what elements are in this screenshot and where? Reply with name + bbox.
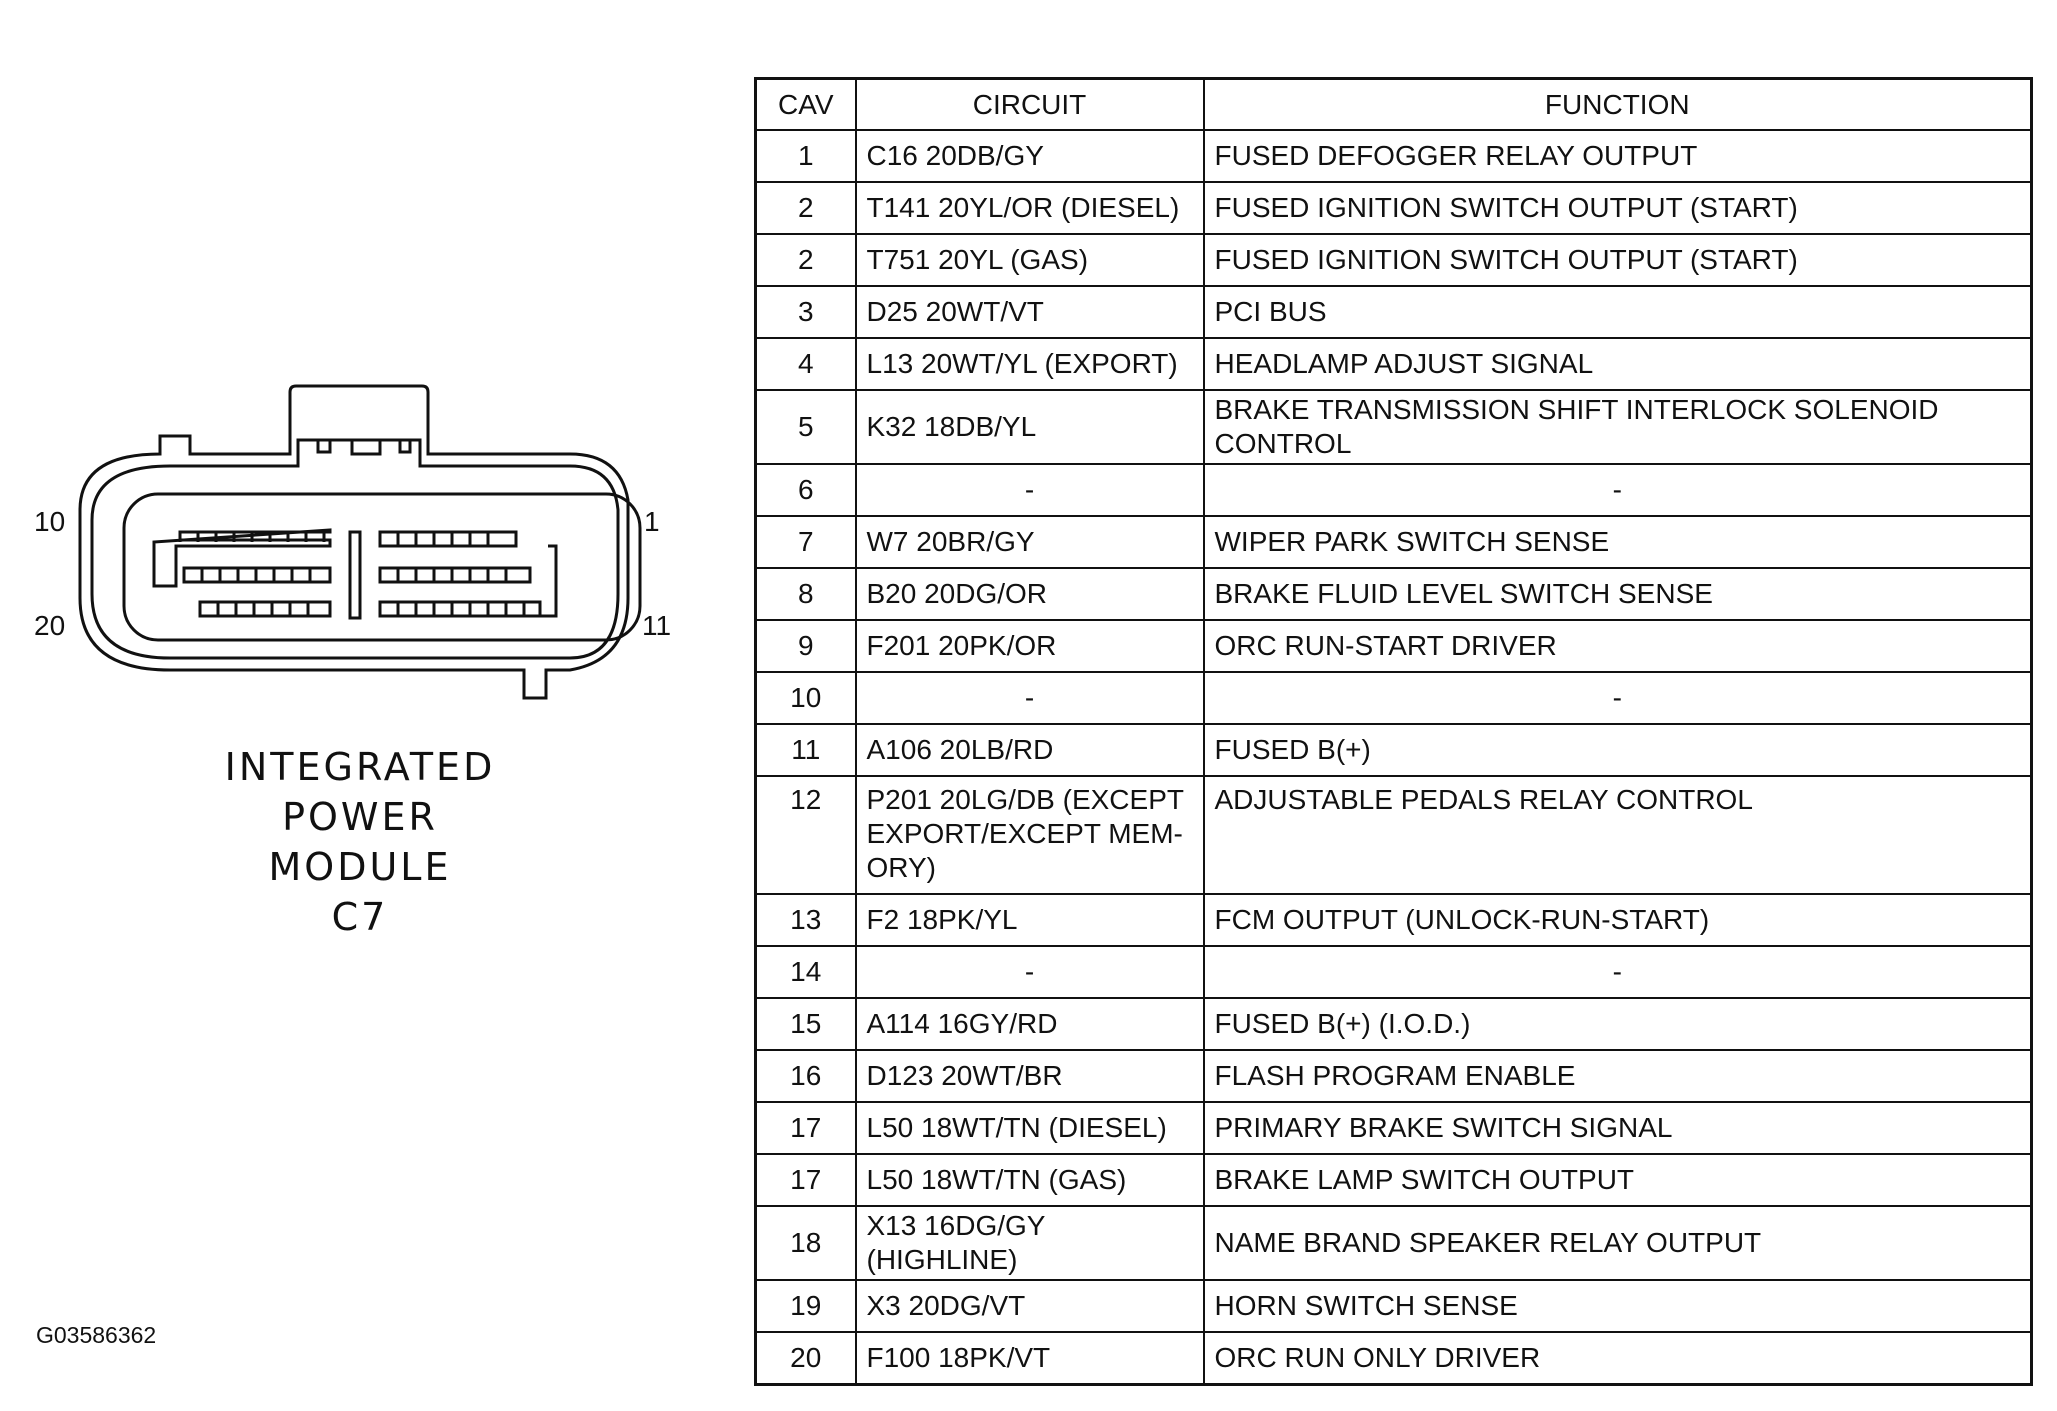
cav-cell: 9 [756, 620, 856, 672]
cav-cell: 11 [756, 724, 856, 776]
function-cell: - [1204, 464, 2032, 516]
function-cell: FUSED IGNITION SWITCH OUTPUT (START) [1204, 182, 2032, 234]
module-name-line: INTEGRATED [224, 745, 496, 789]
circuit-cell: L50 18WT/TN (DIESEL) [856, 1102, 1204, 1154]
table-row [756, 894, 2032, 946]
circuit-cell: X13 16DG/GY (HIGHLINE) [856, 1206, 1204, 1280]
cav-cell: 4 [756, 338, 856, 390]
circuit-cell: W7 20BR/GY [856, 516, 1204, 568]
table-row [756, 1050, 2032, 1102]
function-cell: FUSED B(+) [1204, 724, 2032, 776]
left-row2-teeth [202, 568, 310, 582]
function-cell: FUSED IGNITION SWITCH OUTPUT (START) [1204, 234, 2032, 286]
function-cell: HEADLAMP ADJUST SIGNAL [1204, 338, 2032, 390]
circuit-cell: L50 18WT/TN (GAS) [856, 1154, 1204, 1206]
circuit-cell: - [856, 946, 1204, 998]
figure-id: G03586362 [36, 1322, 157, 1348]
table-row [756, 1332, 2032, 1385]
circuit-cell: A114 16GY/RD [856, 998, 1204, 1050]
table-row [756, 724, 2032, 776]
cav-cell: 14 [756, 946, 856, 998]
cav-cell: 8 [756, 568, 856, 620]
table-row [756, 1154, 2032, 1206]
circuit-cell: D25 20WT/VT [856, 286, 1204, 338]
right-cavity-row3 [380, 602, 540, 616]
table-row [756, 516, 2032, 568]
pin-label-10: 10 [34, 506, 66, 537]
circuit-cell: X3 20DG/VT [856, 1280, 1204, 1332]
table-row [756, 130, 2032, 182]
pinout-table [754, 77, 2033, 1386]
function-cell: ORC RUN-START DRIVER [1204, 620, 2032, 672]
table-row [756, 1206, 2032, 1280]
cav-cell: 1 [756, 130, 856, 182]
table-row [756, 1280, 2032, 1332]
function-cell: - [1204, 672, 2032, 724]
table-row [756, 672, 2032, 724]
circuit-cell: B20 20DG/OR [856, 568, 1204, 620]
function-cell: FLASH PROGRAM ENABLE [1204, 1050, 2032, 1102]
circuit-cell: F100 18PK/VT [856, 1332, 1204, 1385]
table-row [756, 182, 2032, 234]
cav-cell: 7 [756, 516, 856, 568]
right-row1-teeth [398, 532, 488, 546]
header-cav: CAV [756, 79, 856, 131]
circuit-cell: D123 20WT/BR [856, 1050, 1204, 1102]
pin-label-1: 1 [644, 506, 660, 537]
function-cell: FUSED B(+) (I.O.D.) [1204, 998, 2032, 1050]
module-name-line: MODULE [268, 845, 452, 889]
cav-cell: 20 [756, 1332, 856, 1385]
connector-face-diagram [30, 370, 680, 730]
table-row [756, 568, 2032, 620]
right-row3-teeth [398, 602, 524, 616]
table-row [756, 464, 2032, 516]
function-cell: NAME BRAND SPEAKER RELAY OUTPUT [1204, 1206, 2032, 1280]
table-row [756, 390, 2032, 464]
function-cell: HORN SWITCH SENSE [1204, 1280, 2032, 1332]
module-name-line: C7 [331, 895, 389, 939]
circuit-cell: - [856, 672, 1204, 724]
circuit-cell: C16 20DB/GY [856, 130, 1204, 182]
function-cell: BRAKE LAMP SWITCH OUTPUT [1204, 1154, 2032, 1206]
cav-cell: 17 [756, 1102, 856, 1154]
cav-cell: 5 [756, 390, 856, 464]
right-cavity-row1 [380, 532, 516, 546]
function-cell: ADJUSTABLE PEDALS RELAY CONTROL [1204, 776, 2032, 894]
table-row [756, 286, 2032, 338]
right-row2-teeth [398, 568, 506, 582]
circuit-cell: T141 20YL/OR (DIESEL) [856, 182, 1204, 234]
function-cell: PRIMARY BRAKE SWITCH SIGNAL [1204, 1102, 2032, 1154]
table-row [756, 1102, 2032, 1154]
table-row [756, 234, 2032, 286]
circuit-cell: F2 18PK/YL [856, 894, 1204, 946]
cav-cell: 6 [756, 464, 856, 516]
left-row3-teeth [218, 602, 308, 616]
cav-cell: 15 [756, 998, 856, 1050]
module-name-line: POWER [282, 795, 438, 839]
circuit-cell: T751 20YL (GAS) [856, 234, 1204, 286]
header-function: FUNCTION [1204, 79, 2032, 131]
connector-housing-inner [92, 440, 618, 658]
table-header-row [756, 79, 2032, 131]
table-row [756, 620, 2032, 672]
cav-cell: 12 [756, 776, 856, 894]
center-divider [350, 532, 360, 618]
function-cell: WIPER PARK SWITCH SENSE [1204, 516, 2032, 568]
table-row [756, 776, 2032, 894]
cav-cell: 16 [756, 1050, 856, 1102]
function-cell: FCM OUTPUT (UNLOCK-RUN-START) [1204, 894, 2032, 946]
circuit-cell: A106 20LB/RD [856, 724, 1204, 776]
cav-cell: 3 [756, 286, 856, 338]
cav-cell: 18 [756, 1206, 856, 1280]
function-cell: FUSED DEFOGGER RELAY OUTPUT [1204, 130, 2032, 182]
cav-cell: 19 [756, 1280, 856, 1332]
cav-cell: 10 [756, 672, 856, 724]
function-cell: BRAKE TRANSMISSION SHIFT INTERLOCK SOLENOID CONTROL [1204, 390, 2032, 464]
pin-label-11: 11 [642, 610, 672, 641]
table-row [756, 338, 2032, 390]
circuit-cell: L13 20WT/YL (EXPORT) [856, 338, 1204, 390]
cav-cell: 2 [756, 234, 856, 286]
module-name-label [160, 742, 560, 942]
function-cell: - [1204, 946, 2032, 998]
circuit-cell: F201 20PK/OR [856, 620, 1204, 672]
circuit-cell: K32 18DB/YL [856, 390, 1204, 464]
connector-outline [30, 370, 680, 730]
pin-label-20: 20 [34, 610, 66, 641]
latch-detail [318, 440, 410, 454]
function-cell: BRAKE FLUID LEVEL SWITCH SENSE [1204, 568, 2032, 620]
cav-cell: 17 [756, 1154, 856, 1206]
table-row [756, 946, 2032, 998]
function-cell: PCI BUS [1204, 286, 2032, 338]
circuit-cell: P201 20LG/DB (EXCEPT EXPORT/EXCEPT MEM- ORY) [856, 776, 1204, 894]
cav-cell: 2 [756, 182, 856, 234]
right-cavity-hook [540, 546, 556, 616]
table-row [756, 998, 2032, 1050]
cav-cell: 13 [756, 894, 856, 946]
function-cell: ORC RUN ONLY DRIVER [1204, 1332, 2032, 1385]
circuit-cell: - [856, 464, 1204, 516]
header-circuit: CIRCUIT [856, 79, 1204, 131]
